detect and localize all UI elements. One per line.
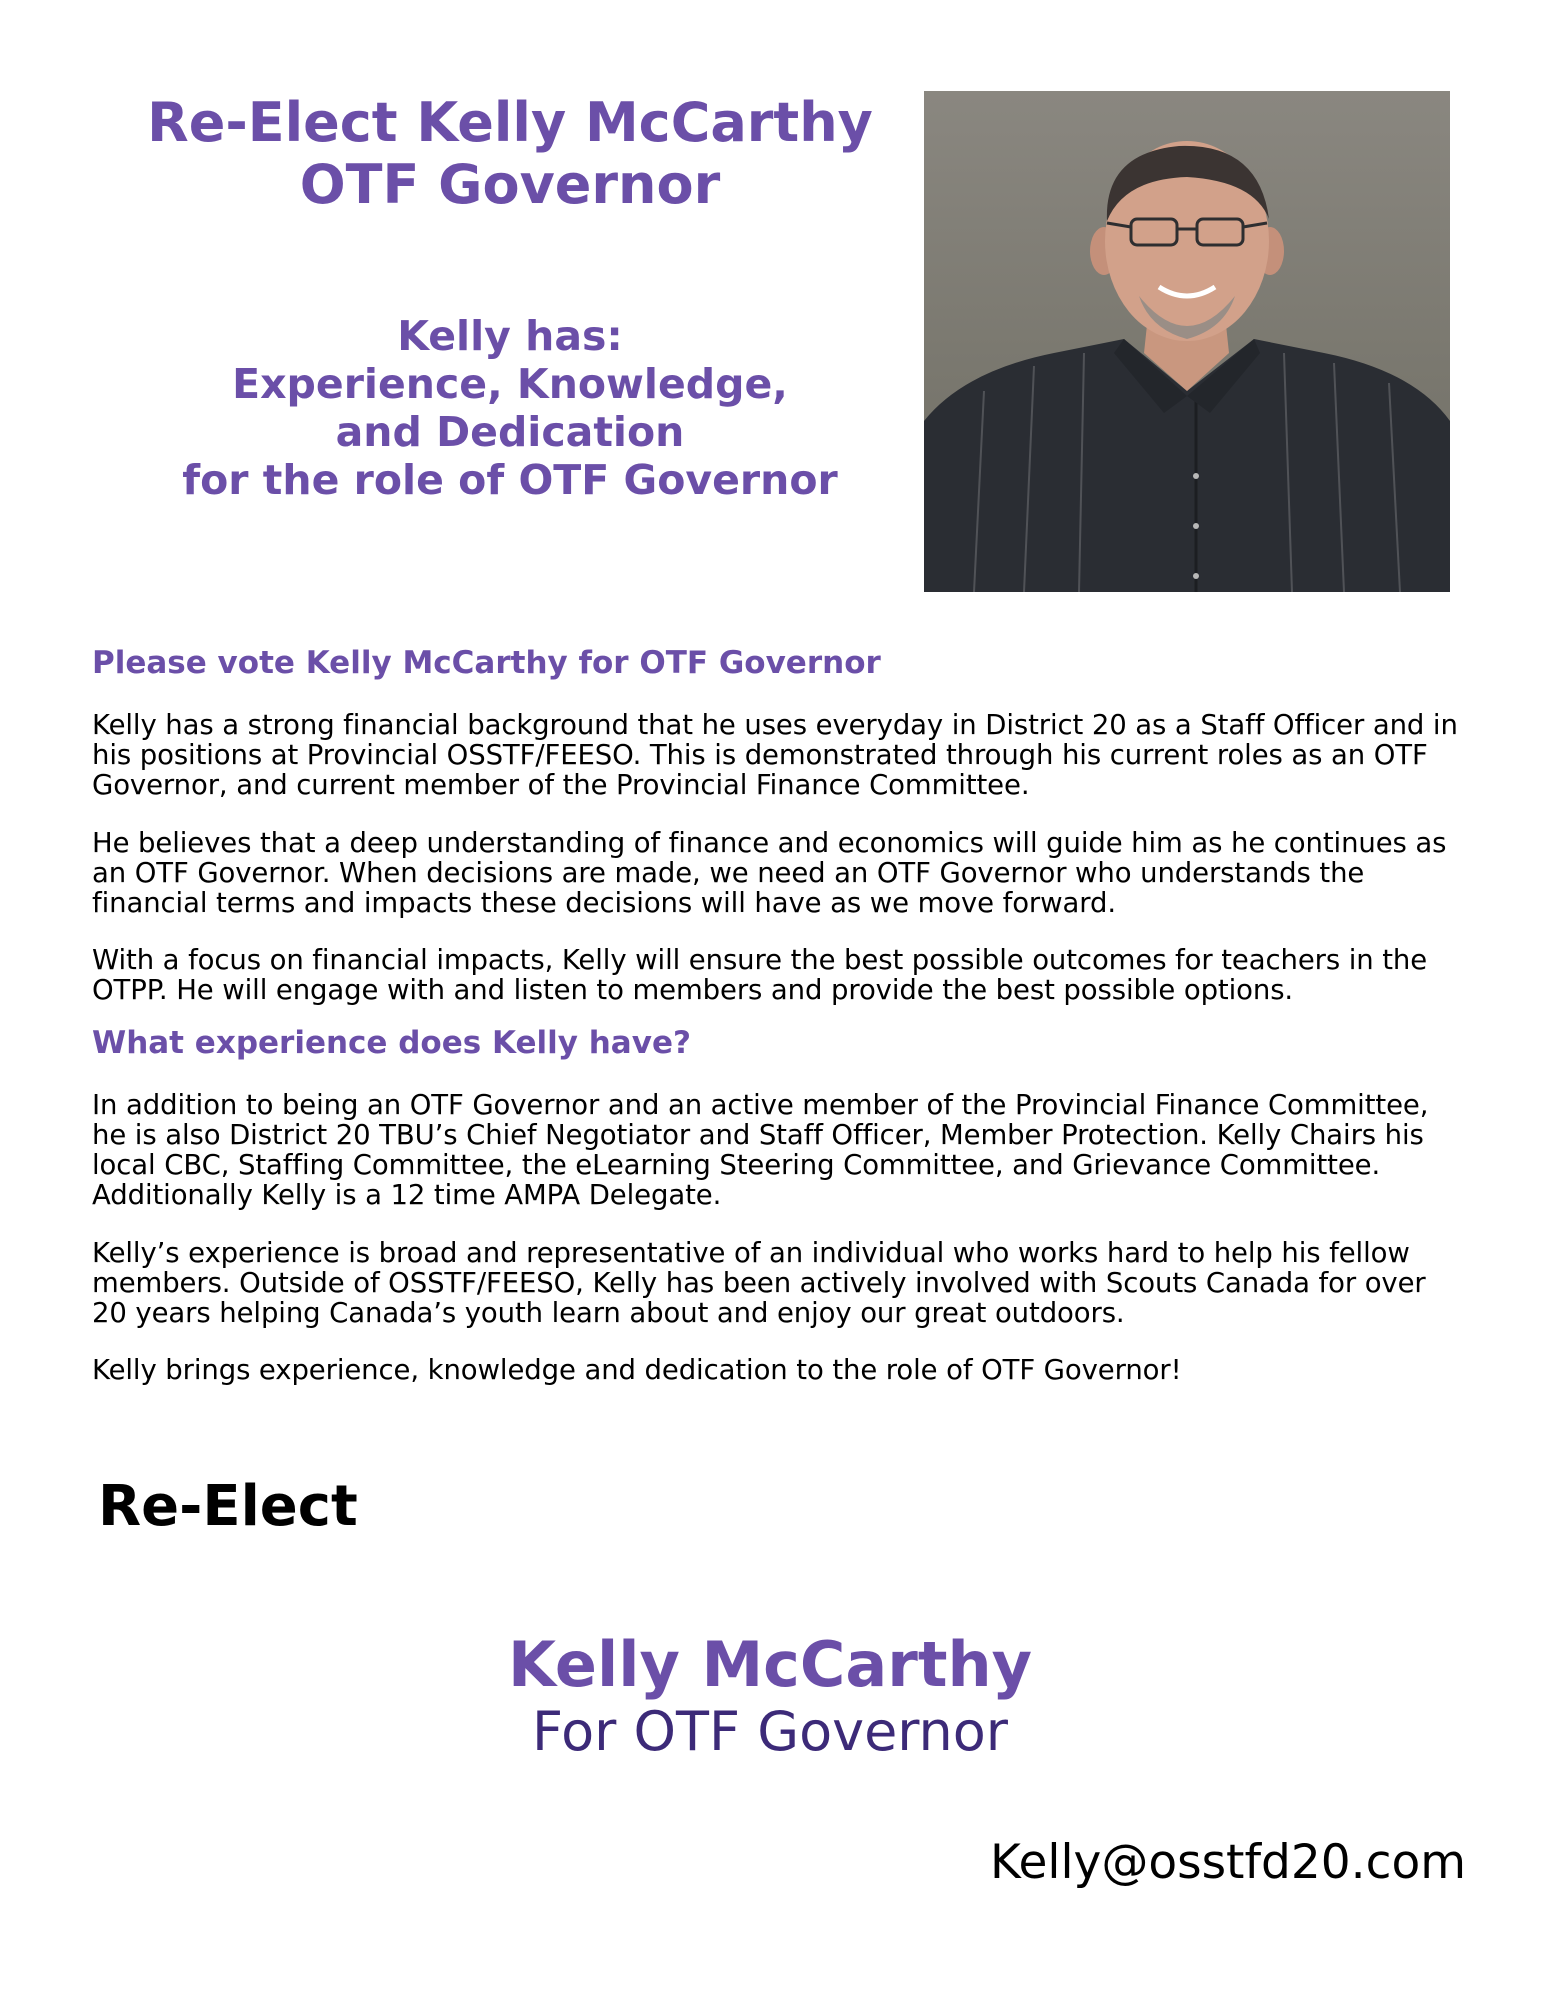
page-title [60,92,960,216]
section-heading-experience: What experience does Kelly have? [92,1025,691,1061]
candidate-photo [924,91,1450,592]
paragraph-financial-background: Kelly has a strong financial background that he uses everyday in District 20 as a Staff Officer and in his positions at Provincial OSSTF/FEESO. This is demonstrated through his current roles as an OTF Governor, and current member of the Provincial Finance Committee. [92,709,1458,801]
contact-email: Kelly@osstfd20.com [990,1835,1466,1890]
candidate-role: For OTF Governor [531,1700,1009,1763]
paragraph-financial-impacts: With a focus on financial impacts, Kelly will ensure the best possible outcomes for teachers in the OTPP. He will engage with and listen to members and provide the best possible options. [92,944,1428,1006]
paragraph-finance-understanding: He believes that a deep understanding of finance and economics will guide him as he continues as an OTF Governor. When decisions are made, we need an OTF Governor who understands the financial terms and impacts these decisions will have as we move forward. [92,827,1447,919]
reelect-label: Re-Elect [98,1474,358,1539]
tagline-line-1: Kelly has: [397,312,623,360]
paragraph-closing: Kelly brings experience, knowledge and dedication to the role of OTF Governor! [92,1354,1182,1386]
paragraph-roles: In addition to being an OTF Governor and an active member of the Provincial Finance Committee, he is also District 20 TBU’s Chief Negotiator and Staff Officer, Member Protection. Kelly Chairs his local CBC, Staffing Committee, the eLearning Steering Committee, and Grievance Committee. Additionally Kelly is a 12 time AMPA Delegate. [92,1089,1429,1211]
tagline-line-3: and Dedication [335,408,685,456]
tagline-line-2: Experience, Knowledge, [232,360,788,408]
title-line-2: OTF Governor [299,153,721,216]
tagline-line-4: for the role of OTF Governor [182,456,838,504]
tagline [60,312,960,504]
candidate-name: Kelly McCarthy [507,1628,1033,1701]
section-heading-vote: Please vote Kelly McCarthy for OTF Governor [92,645,881,681]
paragraph-broad-experience: Kelly’s experience is broad and representative of an individual who works hard to help his fellow members. Outside of OSSTF/FEESO, Kelly has been actively involved with Scouts Canada for over 20 years helping Canada’s youth learn about and enjoy our great outdoors. [92,1237,1426,1329]
title-line-1: Re-Elect Kelly McCarthy [147,91,873,154]
